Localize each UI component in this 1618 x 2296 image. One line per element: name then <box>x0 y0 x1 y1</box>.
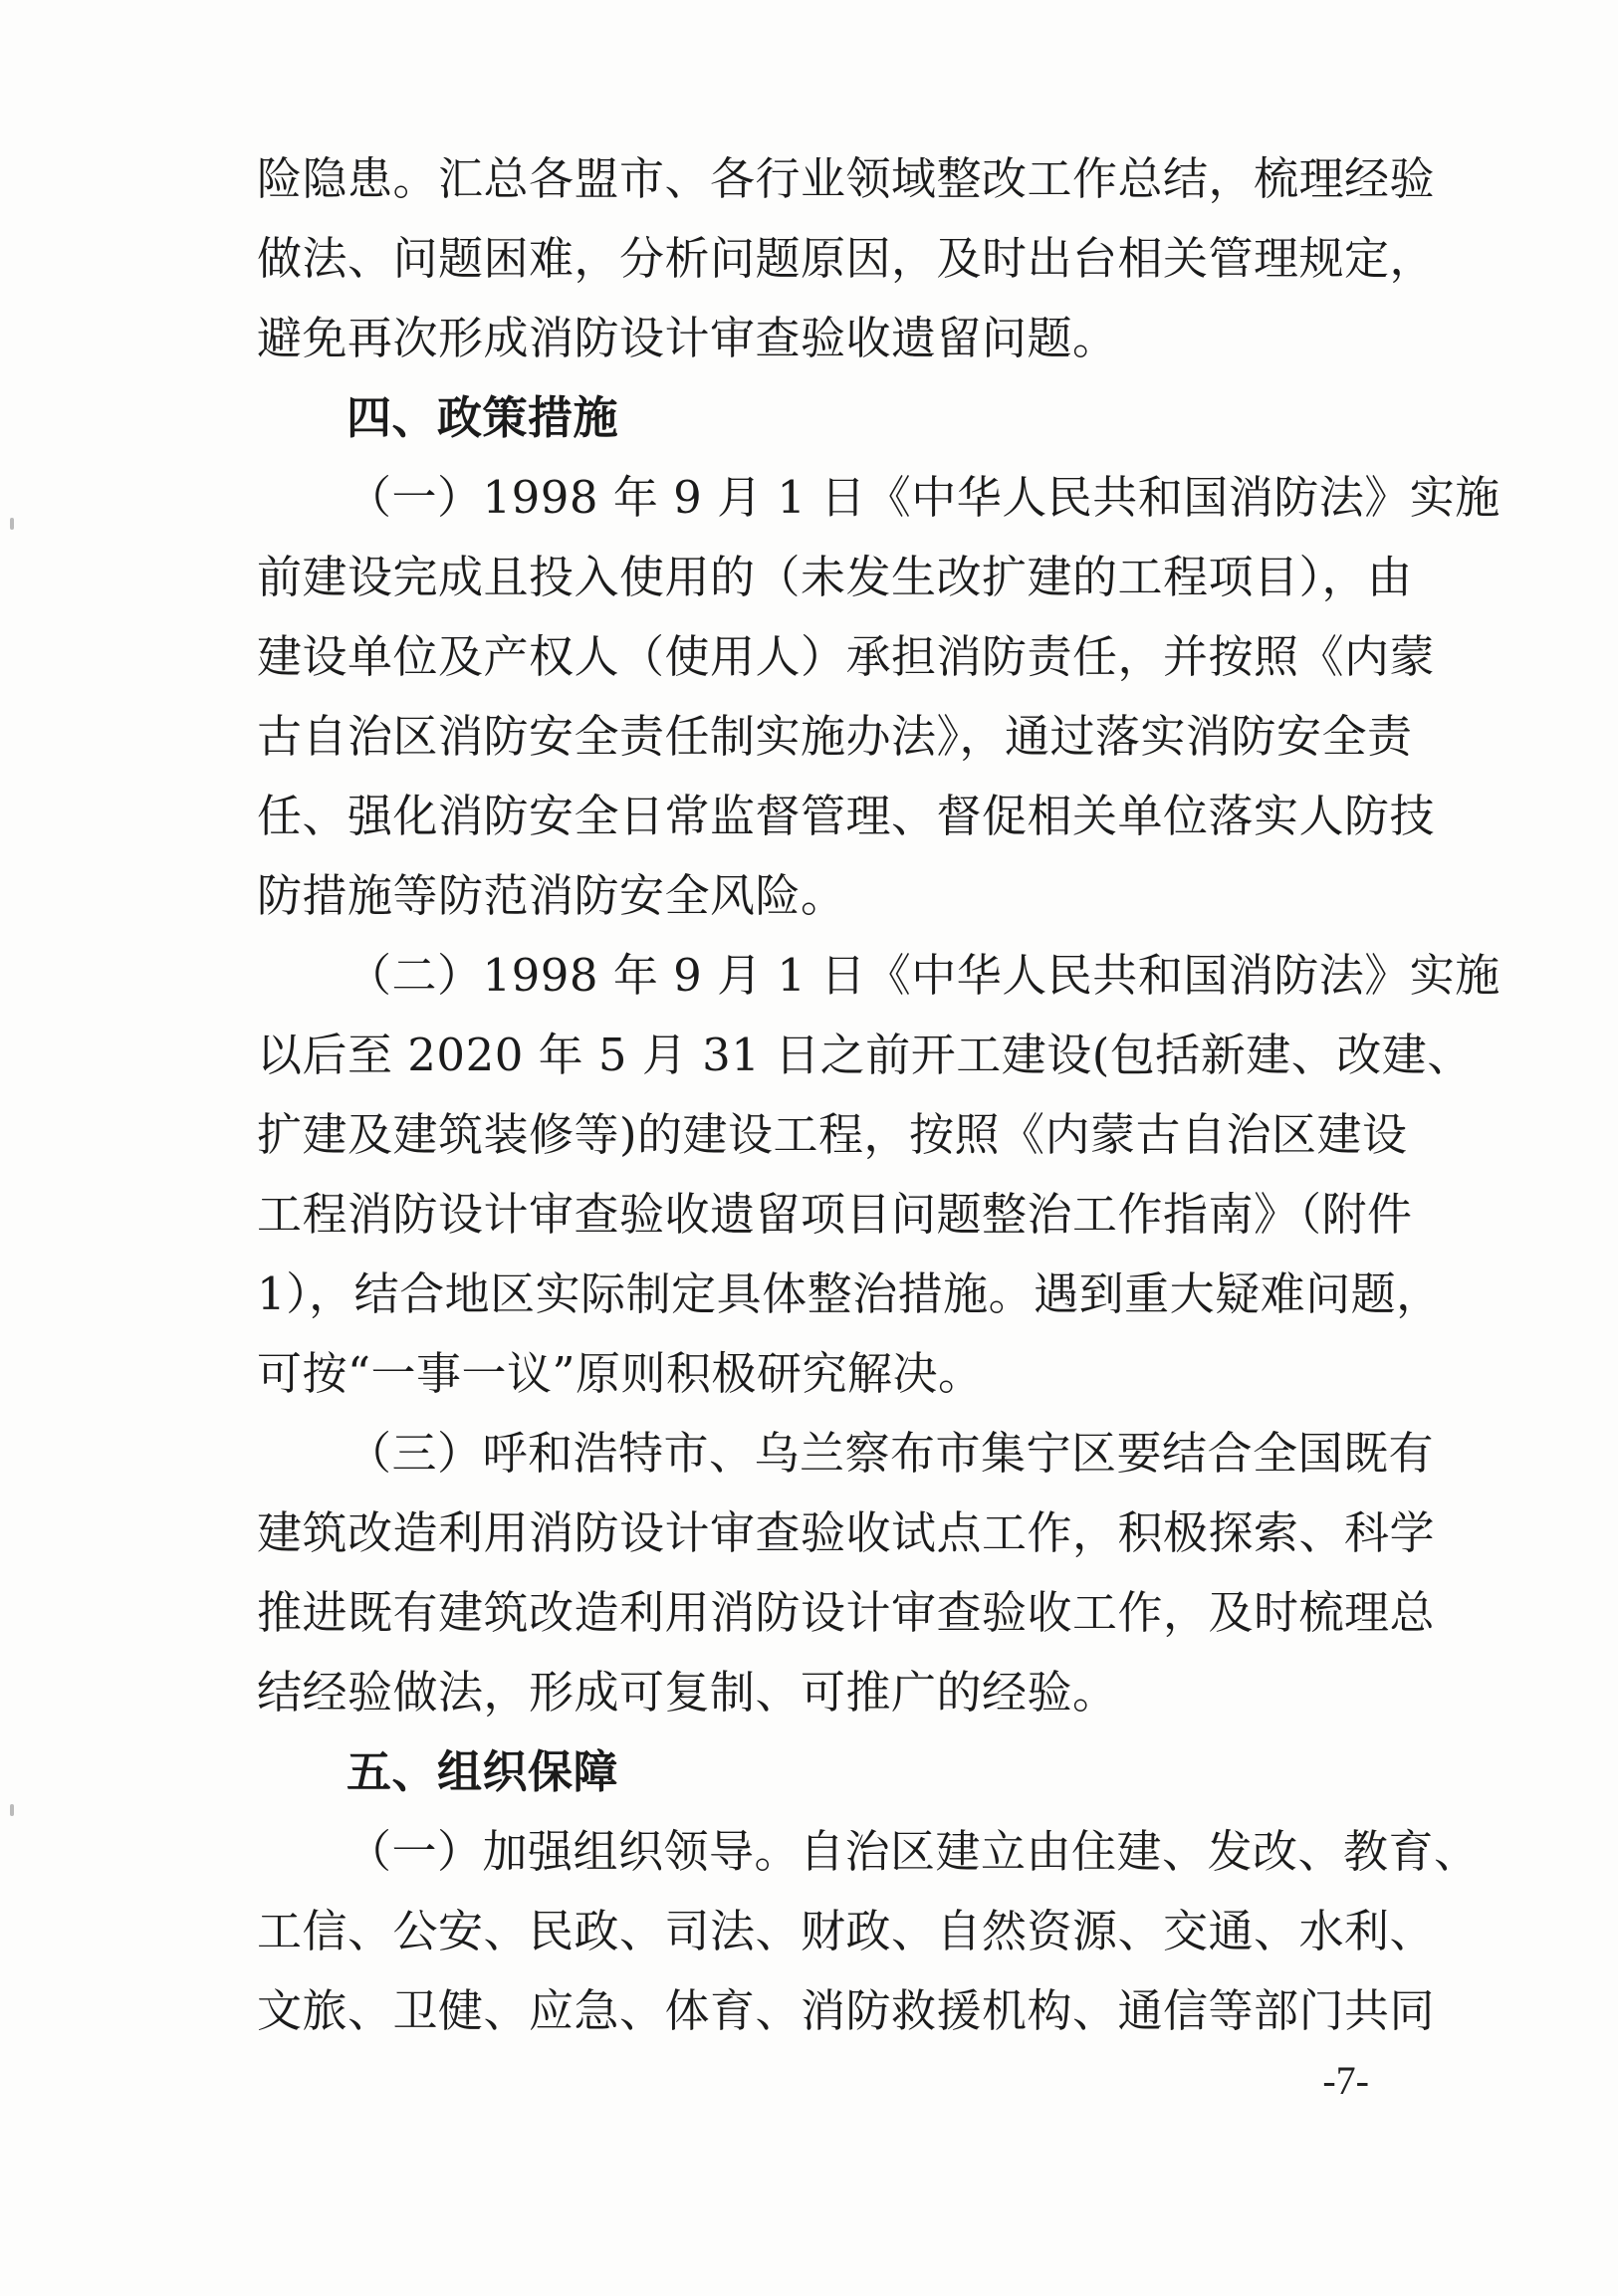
text-line: 险隐患。汇总各盟市、各行业领域整改工作总结，梳理经验 <box>257 152 1436 205</box>
text-line: （一）1998 年 9 月 1 日《中华人民共和国消防法》实施 <box>347 471 1501 524</box>
text-line: 扩建及建筑装修等)的建设工程，按照《内蒙古自治区建设 <box>257 1108 1408 1161</box>
text-line: 推进既有建筑改造利用消防设计审查验收工作，及时梳理总 <box>257 1586 1436 1639</box>
text-line: 建筑改造利用消防设计审查验收试点工作，积极探索、科学 <box>257 1506 1436 1559</box>
text-line: （三）呼和浩特市、乌兰察布市集宁区要结合全国既有 <box>347 1427 1435 1480</box>
section-heading: 五、组织保障 <box>347 1745 619 1798</box>
scan-margin-mark <box>10 518 14 530</box>
text-line: 以后至 2020 年 5 月 31 日之前开工建设(包括新建、改建、 <box>257 1029 1473 1081</box>
text-line: （二）1998 年 9 月 1 日《中华人民共和国消防法》实施 <box>347 949 1501 1002</box>
section-heading: 四、政策措施 <box>347 391 619 444</box>
text-line: 任、强化消防安全日常监督管理、督促相关单位落实人防技 <box>257 790 1436 842</box>
document-body <box>257 139 1501 2051</box>
text-line: 避免再次形成消防设计审查验收遗留问题。 <box>257 312 1118 364</box>
text-line: 1），结合地区实际制定具体整治措施。遇到重大疑难问题， <box>257 1267 1442 1320</box>
text-line: 可按“一事一议”原则积极研究解决。 <box>257 1347 984 1400</box>
page-number: -7- <box>1322 2058 1369 2103</box>
text-line: 工程消防设计审查验收遗留项目问题整治工作指南》（附件 <box>257 1188 1413 1241</box>
text-line: （一）加强组织领导。自治区建立由住建、发改、教育、 <box>347 1825 1480 1878</box>
text-line: 工信、公安、民政、司法、财政、自然资源、交通、水利、 <box>257 1905 1436 1957</box>
text-line: 做法、问题困难，分析问题原因，及时出台相关管理规定， <box>257 232 1436 285</box>
scan-margin-mark <box>10 1804 14 1816</box>
text-line: 结经验做法，形成可复制、可推广的经验。 <box>257 1666 1118 1719</box>
text-line: 防措施等防范消防安全风险。 <box>257 869 846 922</box>
text-line: 古自治区消防安全责任制实施办法》，通过落实消防安全责 <box>257 710 1413 763</box>
text-line: 建设单位及产权人（使用人）承担消防责任，并按照《内蒙 <box>257 630 1436 683</box>
text-line: 文旅、卫健、应急、体育、消防救援机构、通信等部门共同 <box>257 1984 1436 2037</box>
text-line: 前建设完成且投入使用的（未发生改扩建的工程项目），由 <box>257 551 1413 603</box>
